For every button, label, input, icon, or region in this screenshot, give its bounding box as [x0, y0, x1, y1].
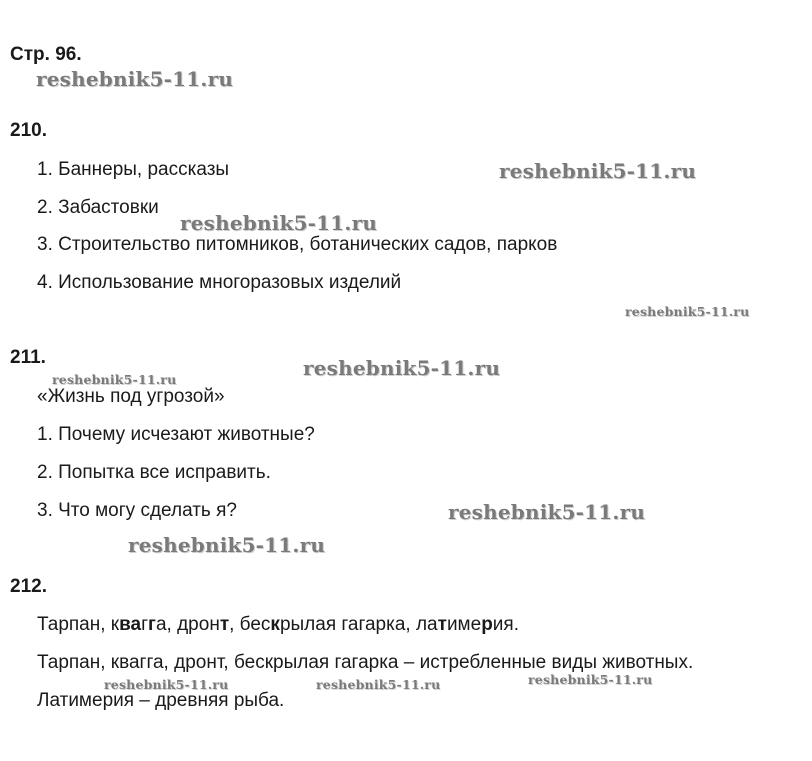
task-211-title: «Жизнь под угрозой» — [37, 386, 225, 407]
task-211-item-3: 3. Что могу сделать я? — [37, 500, 237, 521]
watermark: reshebnik5-11.ru — [528, 672, 653, 687]
task-212-line-3: Латимерия – древняя рыба. — [37, 690, 285, 711]
text-segment: рылая гагарка, ла — [279, 614, 438, 635]
task-212-number: 212. — [10, 576, 47, 597]
page-label: Стр. 96. — [10, 44, 82, 65]
task-212-line-1 — [37, 614, 519, 636]
task-210-item-4: 4. Использование многоразовых изделий — [37, 272, 402, 293]
task-210-number: 210. — [10, 120, 47, 141]
emphasized-letters: т — [437, 614, 447, 635]
watermark: reshebnik5-11.ru — [52, 372, 177, 387]
text-segment: Тарпан, к — [37, 614, 120, 635]
watermark: reshebnik5-11.ru — [128, 533, 326, 557]
task-210-item-3: 3. Строительство питомников, ботанических садов, парков — [37, 234, 558, 255]
task-211-number: 211. — [10, 347, 46, 368]
emphasized-letters: к — [270, 614, 280, 635]
text-segment: а, дрон — [155, 614, 220, 635]
emphasized-letters: ва — [119, 614, 142, 635]
task-210-item-2: 2. Забастовки — [37, 197, 159, 218]
text-segment: г — [141, 614, 149, 635]
watermark: reshebnik5-11.ru — [625, 304, 750, 319]
emphasized-letters: т — [219, 614, 230, 635]
text-segment: , бес — [229, 614, 271, 635]
task-211-item-2: 2. Попытка все исправить. — [37, 462, 271, 483]
emphasized-letters: р — [481, 614, 493, 635]
watermark: reshebnik5-11.ru — [36, 67, 234, 91]
task-210-item-1: 1. Баннеры, рассказы — [37, 159, 230, 180]
emphasized-letters: г — [148, 614, 156, 635]
watermark: reshebnik5-11.ru — [316, 677, 441, 692]
watermark: reshebnik5-11.ru — [104, 677, 229, 692]
watermark: reshebnik5-11.ru — [180, 211, 378, 235]
task-211-item-1: 1. Почему исчезают животные? — [37, 424, 315, 445]
watermark: reshebnik5-11.ru — [303, 356, 501, 380]
text-segment: ия. — [492, 614, 519, 635]
watermark: reshebnik5-11.ru — [499, 159, 697, 183]
task-212-line-2: Тарпан, квагга, дронт, бескрылая гагарка – истребленные виды животных. — [37, 652, 694, 673]
text-segment: име — [446, 614, 482, 635]
watermark: reshebnik5-11.ru — [448, 500, 646, 524]
